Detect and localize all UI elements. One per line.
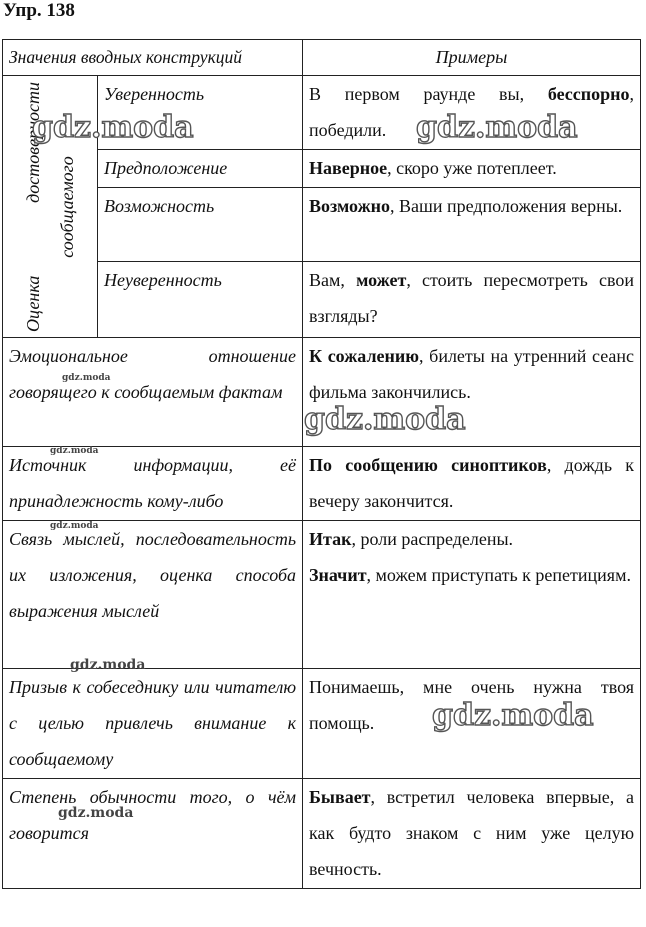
example-cell: Вам, может, стоить пересмотреть свои взгляды?	[303, 262, 641, 338]
example-cell: В первом раунде вы, бесспорно, победили.	[303, 76, 641, 150]
group-label-line1b: достоверности	[23, 81, 43, 203]
watermark: gdz.moda	[50, 521, 99, 531]
example-cell: Бывает, встретил человека впервые, а как будто знаком с ним уже целую вечность.	[303, 779, 641, 889]
group-label-reliability	[3, 76, 98, 338]
table-row	[3, 779, 641, 889]
watermark: gdz.moda	[62, 373, 111, 383]
table-row	[3, 669, 641, 779]
example-cell: Возможно, Ваши предположения верны.	[303, 188, 641, 262]
table-header-row	[3, 40, 641, 76]
watermark: gdz.moda	[70, 657, 146, 673]
sub-meaning: Неуверенность	[98, 262, 303, 338]
example-cell: По сообщению синоптиков, дождь к вечеру закончится.	[303, 447, 641, 521]
meaning-cell: Источник информации, её принадлежность кому-либо	[3, 447, 303, 521]
example-cell: Итак, роли распределены. Значит, можем приступать к репетициям.	[303, 521, 641, 669]
table-row	[3, 76, 641, 150]
meaning-cell: Призыв к собеседнику или читателю с целью привлечь внимание к сообщаемому	[3, 669, 303, 779]
meaning-cell: Эмоциональное отношение говорящего к сообщаемым фактам	[3, 338, 303, 447]
table-row	[3, 338, 641, 447]
header-examples: Примеры	[303, 40, 641, 76]
watermark: gdz.moda	[416, 110, 578, 145]
sub-meaning: Предположение	[98, 150, 303, 188]
watermark: gdz.moda	[50, 446, 99, 456]
watermark: gdz.moda	[58, 805, 134, 821]
sub-meaning: Уверенность	[98, 76, 303, 150]
watermark: gdz.moda	[432, 698, 594, 733]
watermark: gdz.moda	[32, 110, 194, 145]
table-row	[3, 150, 641, 188]
meaning-cell: Степень обычности того, о чём говорится	[3, 779, 303, 889]
table-row	[3, 262, 641, 338]
header-meanings: Значения вводных конструкций	[3, 40, 303, 76]
example-cell: Понимаешь, мне очень нужна твоя помощь.	[303, 669, 641, 779]
meaning-cell: Связь мыслей, последовательность их изложения, оценка способа выражения мыслей	[3, 521, 303, 669]
exercise-title: Упр. 138	[3, 0, 75, 21]
group-label-line2: сообщаемого	[57, 155, 77, 258]
example-cell: К сожалению, билеты на утренний сеанс фильма закончились.	[303, 338, 641, 447]
example-cell: Наверное, скоро уже потеплеет.	[303, 150, 641, 188]
group-label-line1a: Оценка	[23, 275, 43, 332]
watermark: gdz.moda	[304, 402, 466, 437]
table-row	[3, 521, 641, 669]
table-row	[3, 188, 641, 262]
introductory-constructions-table	[2, 39, 641, 889]
table-row	[3, 447, 641, 521]
sub-meaning: Возможность	[98, 188, 303, 262]
